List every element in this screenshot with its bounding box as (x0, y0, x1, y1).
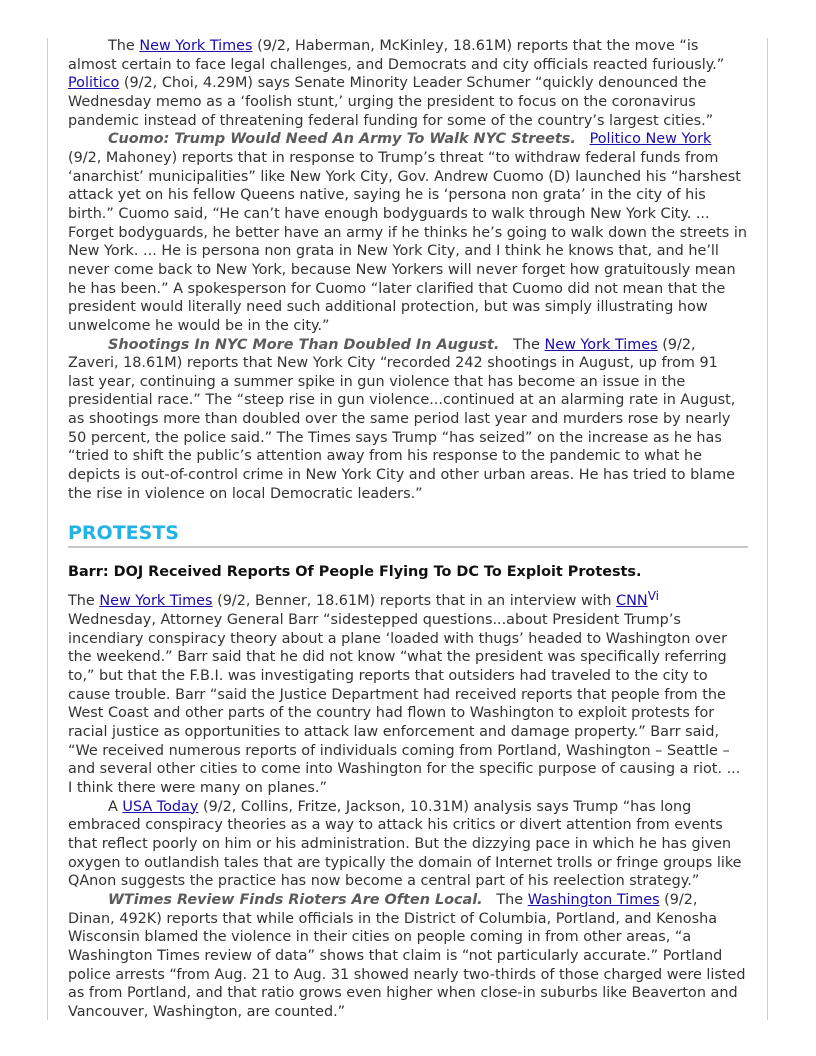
article-headline: Barr: DOJ Received Reports Of People Flying To DC To Exploit Protests. (68, 564, 642, 581)
paragraph-barr-interview (68, 587, 748, 797)
section-heading-protests: PROTESTS (68, 521, 748, 548)
left-margin-rule (47, 38, 48, 1020)
story-subhead: Cuomo: Trump Would Need An Army To Walk NYC Streets. (108, 131, 576, 148)
paragraph-text: The (108, 38, 140, 54)
paragraph-text: Wednesday, Attorney General Barr “sidestepped questions...about President Trump’s incendiary conspiracy theory about a plane ‘loaded with thugs’ headed to Washington over the weekend.” Barr said that he did not know “what the president was specifically referring to,” but that the F.B.I. was investigating reports that outsiders had traveled to the city to cause trouble. Barr “said the Justice Department had received reports that people from the West Coast and other parts of the country had flown to Washington to exploit protests for racial justice as opportunities to attack law enforcement and damage property.” Barr said, “We received numerous reports of individuals coming from Portland, Washington – Seattle – and several other cities to come into Washington for the specific purpose of causing a riot. ... I think there were many on planes.” (68, 593, 741, 796)
link-new-york-times[interactable]: New York Times (99, 593, 213, 610)
video-marker[interactable]: Vi (647, 589, 659, 604)
paragraph-text: The (482, 891, 528, 908)
link-new-york-times[interactable]: New York Times (139, 38, 253, 54)
paragraph-text: The (68, 593, 100, 610)
link-new-york-times[interactable]: New York Times (544, 336, 658, 353)
paragraph-wtimes-review (68, 891, 748, 1022)
paragraph-text: (9/2, Mahoney) reports that in response to Trump’s threat “to withdraw federal funds from ‘anarchist’ municipalities” like New York City, Gov. Andrew Cuomo (D) launched his “harshest attack yet on his fellow Queens native, saying he is ‘persona non grata’ in the city of his birth.” Cuomo said, “He can’t have enough bodyguards to walk through New York City. ... Forget bodyguards, he better have an army if he thinks he’s going to walk down the streets in New York. ... He is persona non grata in New York City, and I think he knows that, and he’ll never come back to New York, because New Yorkers will never forget how gratuitously mean he has been.” A spokesperson for Cuomo “later clarified that Cuomo did not mean that the president would literally need such additional protection, but was simply illustrating how unwelcome he would be in the city.” (68, 149, 747, 334)
right-margin-rule (767, 38, 768, 1020)
story-subhead: Shootings In NYC More Than Doubled In August. (108, 336, 500, 353)
paragraph-text: (9/2, Zaveri, 18.61M) reports that New York City “recorded 242 shootings in August, up from 91 last year, continuing a summer spike in gun violence that has become an issue in the presidential race.” The “steep rise in gun violence...continued at an alarming rate in August, as shootings more than doubled over the same period last year and murders rose by nearly 50 percent, the police said.” The Times says Trump “has seized” on the increase as he has “tried to shift the public’s attention away from his response to the pandemic to what he depicts is out-of-control crime in New York City and other urban areas. He has tried to blame the rise in violence on local Democratic leaders.” (68, 336, 736, 502)
link-politico[interactable]: Politico (68, 75, 120, 92)
story-subhead: WTimes Review Finds Rioters Are Often Local. (108, 891, 483, 908)
paragraph-text: (9/2, Haberman, McKinley, 18.61M) reports that the move “is almost certain to face legal challenges, and Democrats and city officials reacted furiously.” (68, 38, 725, 73)
paragraph-usa-today (68, 798, 748, 891)
link-usa-today[interactable]: USA Today (122, 798, 199, 815)
paragraph-text: A (108, 798, 123, 815)
spacer-text (576, 131, 590, 147)
paragraph-text: (9/2, Dinan, 492K) reports that while officials in the District of Columbia, Portland, and Kenosha Wisconsin blamed the violence in their cities on people coming in from other areas, “a Washington Times review of data” shows that claim is “not particularly accurate.” Portland police arrests “from Aug. 21 to Aug. 31 showed nearly two-thirds of those charged were listed as from Portland, and that ratio grows even higher when close-in suburbs like Beaverton and Vancouver, Washington, are counted.” (68, 891, 746, 1020)
paragraph-nyc-shootings (68, 336, 748, 504)
paragraph-text: (9/2, Collins, Fritze, Jackson, 10.31M) analysis says Trump “has long embraced conspiracy theories as a way to attack his critics or divert attention from events that reflect poorly on him or his administration. But the dizzying pace in which he has given oxygen to outlandish tales that are typically the domain of Internet trolls or fringe groups like QAnon suggests the practice has now become a central part of his reelection strategy.” (68, 798, 742, 890)
paragraph-text: (9/2, Choi, 4.29M) says Senate Minority Leader Schumer “quickly denounced the Wednesday memo as a ‘foolish stunt,’ urging the president to focus on the coronavirus pandemic instead of threatening federal funding for some of the country’s largest cities.” (68, 75, 714, 129)
link-cnn[interactable]: CNN (616, 593, 648, 610)
paragraph-text: (9/2, Benner, 18.61M) reports that in an interview with (212, 593, 617, 610)
link-washington-times[interactable]: Washington Times (527, 891, 660, 908)
link-politico-new-york[interactable]: Politico New York (589, 131, 712, 148)
paragraph-nyt-legal-challenges (68, 37, 748, 130)
paragraph-cuomo (68, 130, 748, 335)
newsletter-body (68, 37, 748, 1022)
paragraph-text: The (499, 336, 545, 353)
